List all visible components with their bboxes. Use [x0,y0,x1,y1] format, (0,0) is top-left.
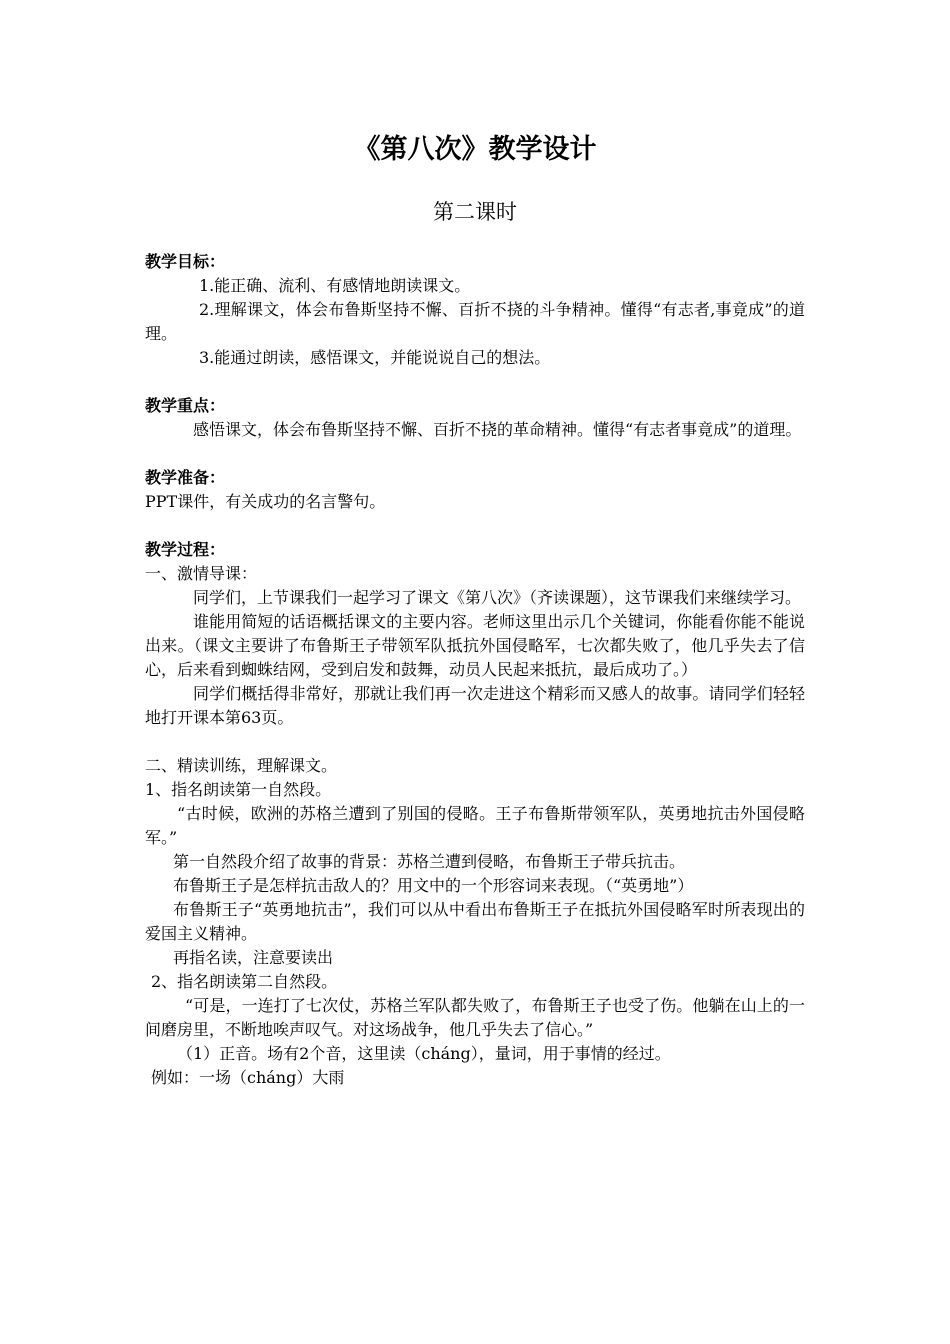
document-subtitle: 第二课时 [433,200,517,224]
analysis-line: 第一自然段介绍了故事的背景：苏格兰遭到侵略，布鲁斯王子带兵抗击。 [173,852,686,871]
quote-paragraph-2: “可是，一连打了七次仗，苏格兰军队都失败了，布鲁斯王子也受了伤。他躺在山上的一间磨房里，不断地唉声叹气。对这场战争，他几乎失去了信心。” [145,996,805,1039]
process-heading: 教学过程： [145,540,226,559]
analysis-line: 再指名读，注意要读出 [173,948,334,967]
goal-item: 2.理解课文，体会布鲁斯坚持不懈、百折不挠的斗争精神。懂得“有志者,事竟成”的道理。 [145,300,805,343]
part1-paragraph: 谁能用简短的话语概括课文的主要内容。老师这里出示几个关键词，你能看你能不能说出来。（课文主要讲了布鲁斯王子带领军队抵抗外国侵略军，七次都失败了，他几乎失去了信心，后来看到蜘蛛结网，受到启发和鼓舞，动员人民起来抵抗，最后成功了。） [145,612,805,679]
part1-paragraph: 同学们概括得非常好，那就让我们再一次走进这个精彩而又感人的故事。请同学们轻轻地打开课本第63页。 [145,684,805,727]
prep-heading: 教学准备： [145,468,226,487]
prep-text: PPT课件，有关成功的名言警句。 [145,492,386,511]
pronunciation-note: （1）正音。场有2个音，这里读（cháng），量词，用于事情的经过。 [177,1044,671,1063]
document-title: 《第八次》教学设计 [353,134,597,165]
pronunciation-example: 例如：一场（cháng）大雨 [151,1068,345,1087]
quote-paragraph-1: “古时候，欧洲的苏格兰遭到了别国的侵略。王子布鲁斯带领军队，英勇地抗击外国侵略军。” [145,804,805,847]
step2-heading: 2、指名朗读第二自然段。 [151,972,338,991]
focus-text: 感悟课文，体会布鲁斯坚持不懈、百折不挠的革命精神。懂得“有志者事竟成”的道理。 [193,420,802,439]
goal-item: 1.能正确、流利、有感情地朗读课文。 [199,276,471,295]
step1-heading: 1、指名朗读第一自然段。 [145,780,332,799]
part1-title: 一、激情导课： [145,564,258,583]
analysis-line: 布鲁斯王子是怎样抗击敌人的？用文中的一个形容词来表现。（“英勇地”） [173,876,694,895]
part1-paragraph: 同学们，上节课我们一起学习了课文《第八次》（齐读课题），这节课我们来继续学习。 [193,588,802,607]
goal-item: 3.能通过朗读，感悟课文，并能说说自己的想法。 [199,348,551,367]
part2-title: 二、精读训练，理解课文。 [145,756,338,775]
analysis-line: 布鲁斯王子“英勇地抗击”，我们可以从中看出布鲁斯王子在抵抗外国侵略军时所表现出的爱国主义精神。 [145,900,805,943]
goals-heading: 教学目标： [145,252,226,271]
document-body [145,250,805,1090]
focus-heading: 教学重点： [145,396,226,415]
